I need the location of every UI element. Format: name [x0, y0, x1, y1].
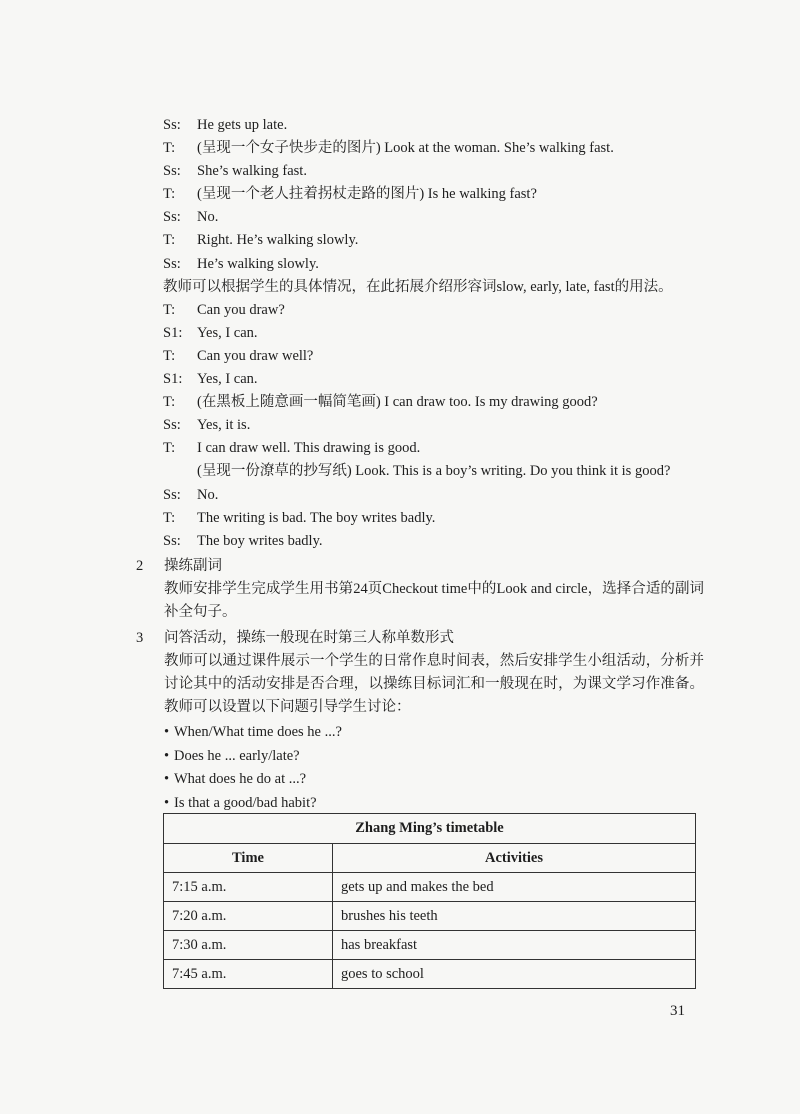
activity-cell: gets up and makes the bed — [333, 873, 696, 902]
utterance: The boy writes badly. — [197, 532, 323, 549]
page-number: 31 — [670, 1003, 685, 1019]
dialogue-line — [163, 530, 723, 553]
dialogue-line — [163, 414, 723, 437]
table-row — [164, 960, 696, 989]
speaker: Ss: — [163, 417, 181, 434]
speaker: T: — [163, 301, 176, 318]
section-body: 教师安排学生完成学生用书第24页Checkout time中的Look and circle，选择合适的副词补全句子。 — [164, 581, 704, 621]
table-row — [164, 873, 696, 902]
table-title: Zhang Ming’s timetable — [164, 814, 696, 844]
utterance: No. — [197, 209, 219, 226]
dialogue-line — [163, 114, 723, 137]
activity-cell: goes to school — [333, 960, 696, 989]
dialogue-line — [163, 345, 723, 368]
bullet-icon: • — [164, 794, 170, 811]
utterance: I can draw well. This drawing is good. — [197, 440, 421, 457]
speaker: T: — [163, 140, 176, 157]
speaker: T: — [163, 394, 176, 411]
speaker: T: — [163, 347, 176, 364]
dialogue-line — [163, 322, 723, 345]
utterance: He’s walking slowly. — [197, 255, 319, 272]
list-item-text: Is that a good/bad habit? — [174, 794, 317, 811]
utterance: Can you draw? — [197, 301, 285, 318]
speaker: T: — [163, 440, 176, 457]
bullet-icon: • — [164, 747, 170, 764]
dialogue-line — [163, 229, 723, 252]
speaker: S1: — [163, 324, 183, 341]
utterance: (呈现一个老人拄着拐杖走路的图片) Is he walking fast? — [197, 186, 537, 203]
timetable — [163, 813, 696, 989]
speaker: Ss: — [163, 117, 181, 133]
table-title-row — [164, 814, 696, 844]
dialogue-line — [163, 253, 723, 276]
utterance: Can you draw well? — [197, 347, 314, 364]
table-row — [164, 902, 696, 931]
section-number: 2 — [136, 558, 144, 574]
column-header-time: Time — [164, 844, 333, 873]
dialogue-line — [163, 183, 723, 206]
list-item-text: What does he do at ...? — [174, 771, 307, 787]
speaker: Ss: — [163, 209, 181, 226]
bullet-icon: • — [164, 771, 170, 787]
dialogue-line — [163, 460, 723, 483]
utterance: (呈现一个女子快步走的图片) Look at the woman. She’s walking fast. — [197, 140, 614, 157]
list-item — [164, 745, 342, 769]
speaker: S1: — [163, 371, 183, 388]
list-item — [164, 721, 342, 745]
note-text: 教师可以根据学生的具体情况，在此拓展介绍形容词slow, early, late, fast的用法。 — [163, 278, 673, 295]
dialogue-line — [163, 391, 723, 414]
speaker: T: — [163, 232, 176, 249]
utterance: The writing is bad. The boy writes badly. — [197, 509, 436, 526]
speaker: Ss: — [163, 163, 181, 180]
utterance: He gets up late. — [197, 117, 288, 133]
list-item-text: When/What time does he ...? — [174, 724, 342, 740]
utterance: Yes, it is. — [197, 417, 251, 434]
section-body: 教师可以通过课件展示一个学生的日常作息时间表，然后安排学生小组活动，分析并讨论其中的活动安排是否合理，以操练目标词汇和一般现在时，为课文学习作准备。教师可以设置以下问题引导学生讨论： — [164, 653, 704, 716]
speaker: Ss: — [163, 486, 181, 503]
utterance: No. — [197, 486, 219, 503]
dialogue-block — [163, 114, 723, 553]
section-number: 3 — [136, 630, 144, 646]
dialogue-line — [163, 437, 723, 460]
question-list — [164, 721, 342, 815]
column-header-activities: Activities — [333, 844, 696, 873]
utterance: (呈现一份潦草的抄写纸) Look. This is a boy’s writing. Do you think it is good? — [197, 463, 671, 480]
utterance: Yes, I can. — [197, 371, 258, 388]
section-heading: 问答活动，操练一般现在时第三人称单数形式 — [164, 630, 454, 646]
dialogue-line — [163, 368, 723, 391]
time-cell: 7:15 a.m. — [164, 873, 333, 902]
dialogue-line — [163, 206, 723, 229]
teacher-note — [163, 276, 723, 299]
activity-cell: has breakfast — [333, 931, 696, 960]
time-cell: 7:45 a.m. — [164, 960, 333, 989]
utterance: She’s walking fast. — [197, 163, 307, 180]
dialogue-line — [163, 484, 723, 507]
time-cell: 7:30 a.m. — [164, 931, 333, 960]
dialogue-line — [163, 137, 723, 160]
list-item — [164, 768, 342, 792]
speaker: Ss: — [163, 532, 181, 549]
section-heading: 操练副词 — [164, 558, 222, 574]
bullet-icon: • — [164, 724, 170, 740]
list-item — [164, 792, 342, 816]
dialogue-line — [163, 160, 723, 183]
dialogue-line — [163, 299, 723, 322]
dialogue-line — [163, 507, 723, 530]
time-cell: 7:20 a.m. — [164, 902, 333, 931]
activity-cell: brushes his teeth — [333, 902, 696, 931]
speaker: T: — [163, 186, 176, 203]
table-header-row — [164, 844, 696, 873]
list-item-text: Does he ... early/late? — [174, 747, 300, 764]
speaker: T: — [163, 509, 176, 526]
speaker: Ss: — [163, 255, 181, 272]
utterance: Right. He’s walking slowly. — [197, 232, 359, 249]
table-row — [164, 931, 696, 960]
utterance: Yes, I can. — [197, 324, 258, 341]
utterance: (在黑板上随意画一幅简笔画) I can draw too. Is my drawing good? — [197, 394, 598, 411]
